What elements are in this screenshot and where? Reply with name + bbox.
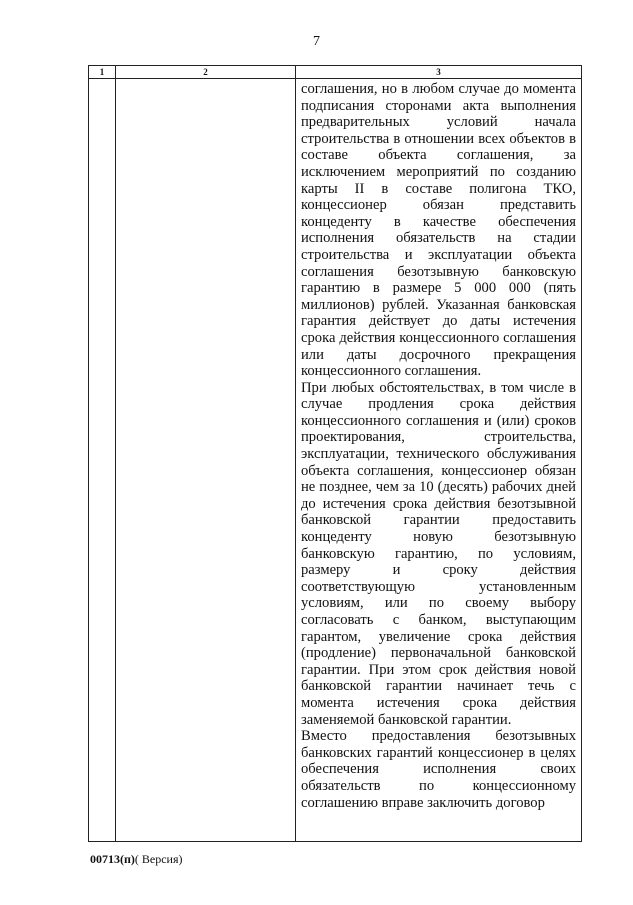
column-header-2: 2 [116,66,296,79]
concession-guarantee-text: соглашения, но в любом случае до момента подписания сторонами акта выполнения предварительных условий начала строительства в отношении всех объектов в составе объекта соглашения, за исключением мероприятий по созданию карты II в составе полигона ТКО, концессионер обязан представить концеденту в качестве обеспечения исполнения обязательств на стадии строительства и эксплуатации объекта соглашения безотзывную банковскую гарантию в размере 5 000 000 (пять миллионов) рублей. Указанная банковская гарантия действует до даты истечения срока действия концессионного соглашения или даты досрочного прекращения концессионного соглашения. При любых обстоятельствах, в том числе в случае продления срока действия концессионного соглашения и (или) сроков проектирования, строительства, эксплуатации, технического обслуживания объекта соглашения, концессионер обязан не позднее, чем за 10 (десять) рабочих дней до истечения срока действия безотзывной банковской гарантии предоставить концеденту новую безотзывную банковскую гарантию, по условиям, размеру и сроку действия соответствующую установленным условиям, или по своему выбору согласовать с банком, выступающим гарантом, увеличение срока действия (продление) первоначальной банковской гарантии. При этом срок действия новой банковской гарантии начинает течь с момента истечения срока действия заменяемой банковской гарантии. Вместо предоставления безотзывных банковских гарантий концессионер в целях обеспечения исполнения своих обязательств по концессионному соглашению вправе заключить договор [301,81,576,811]
document-code: 00713(п) [90,852,135,866]
column-header-3: 3 [296,66,582,79]
table-cell-col1 [89,79,116,842]
page-number: 7 [313,34,320,49]
table-header-row [89,66,582,79]
table-cell-col2 [116,79,296,842]
document-version: ( Версия) [134,852,183,866]
column-header-1: 1 [89,66,116,79]
table-row [89,79,582,842]
document-table [88,65,582,842]
document-footer [90,852,183,867]
table-cell-col3 [296,79,582,842]
